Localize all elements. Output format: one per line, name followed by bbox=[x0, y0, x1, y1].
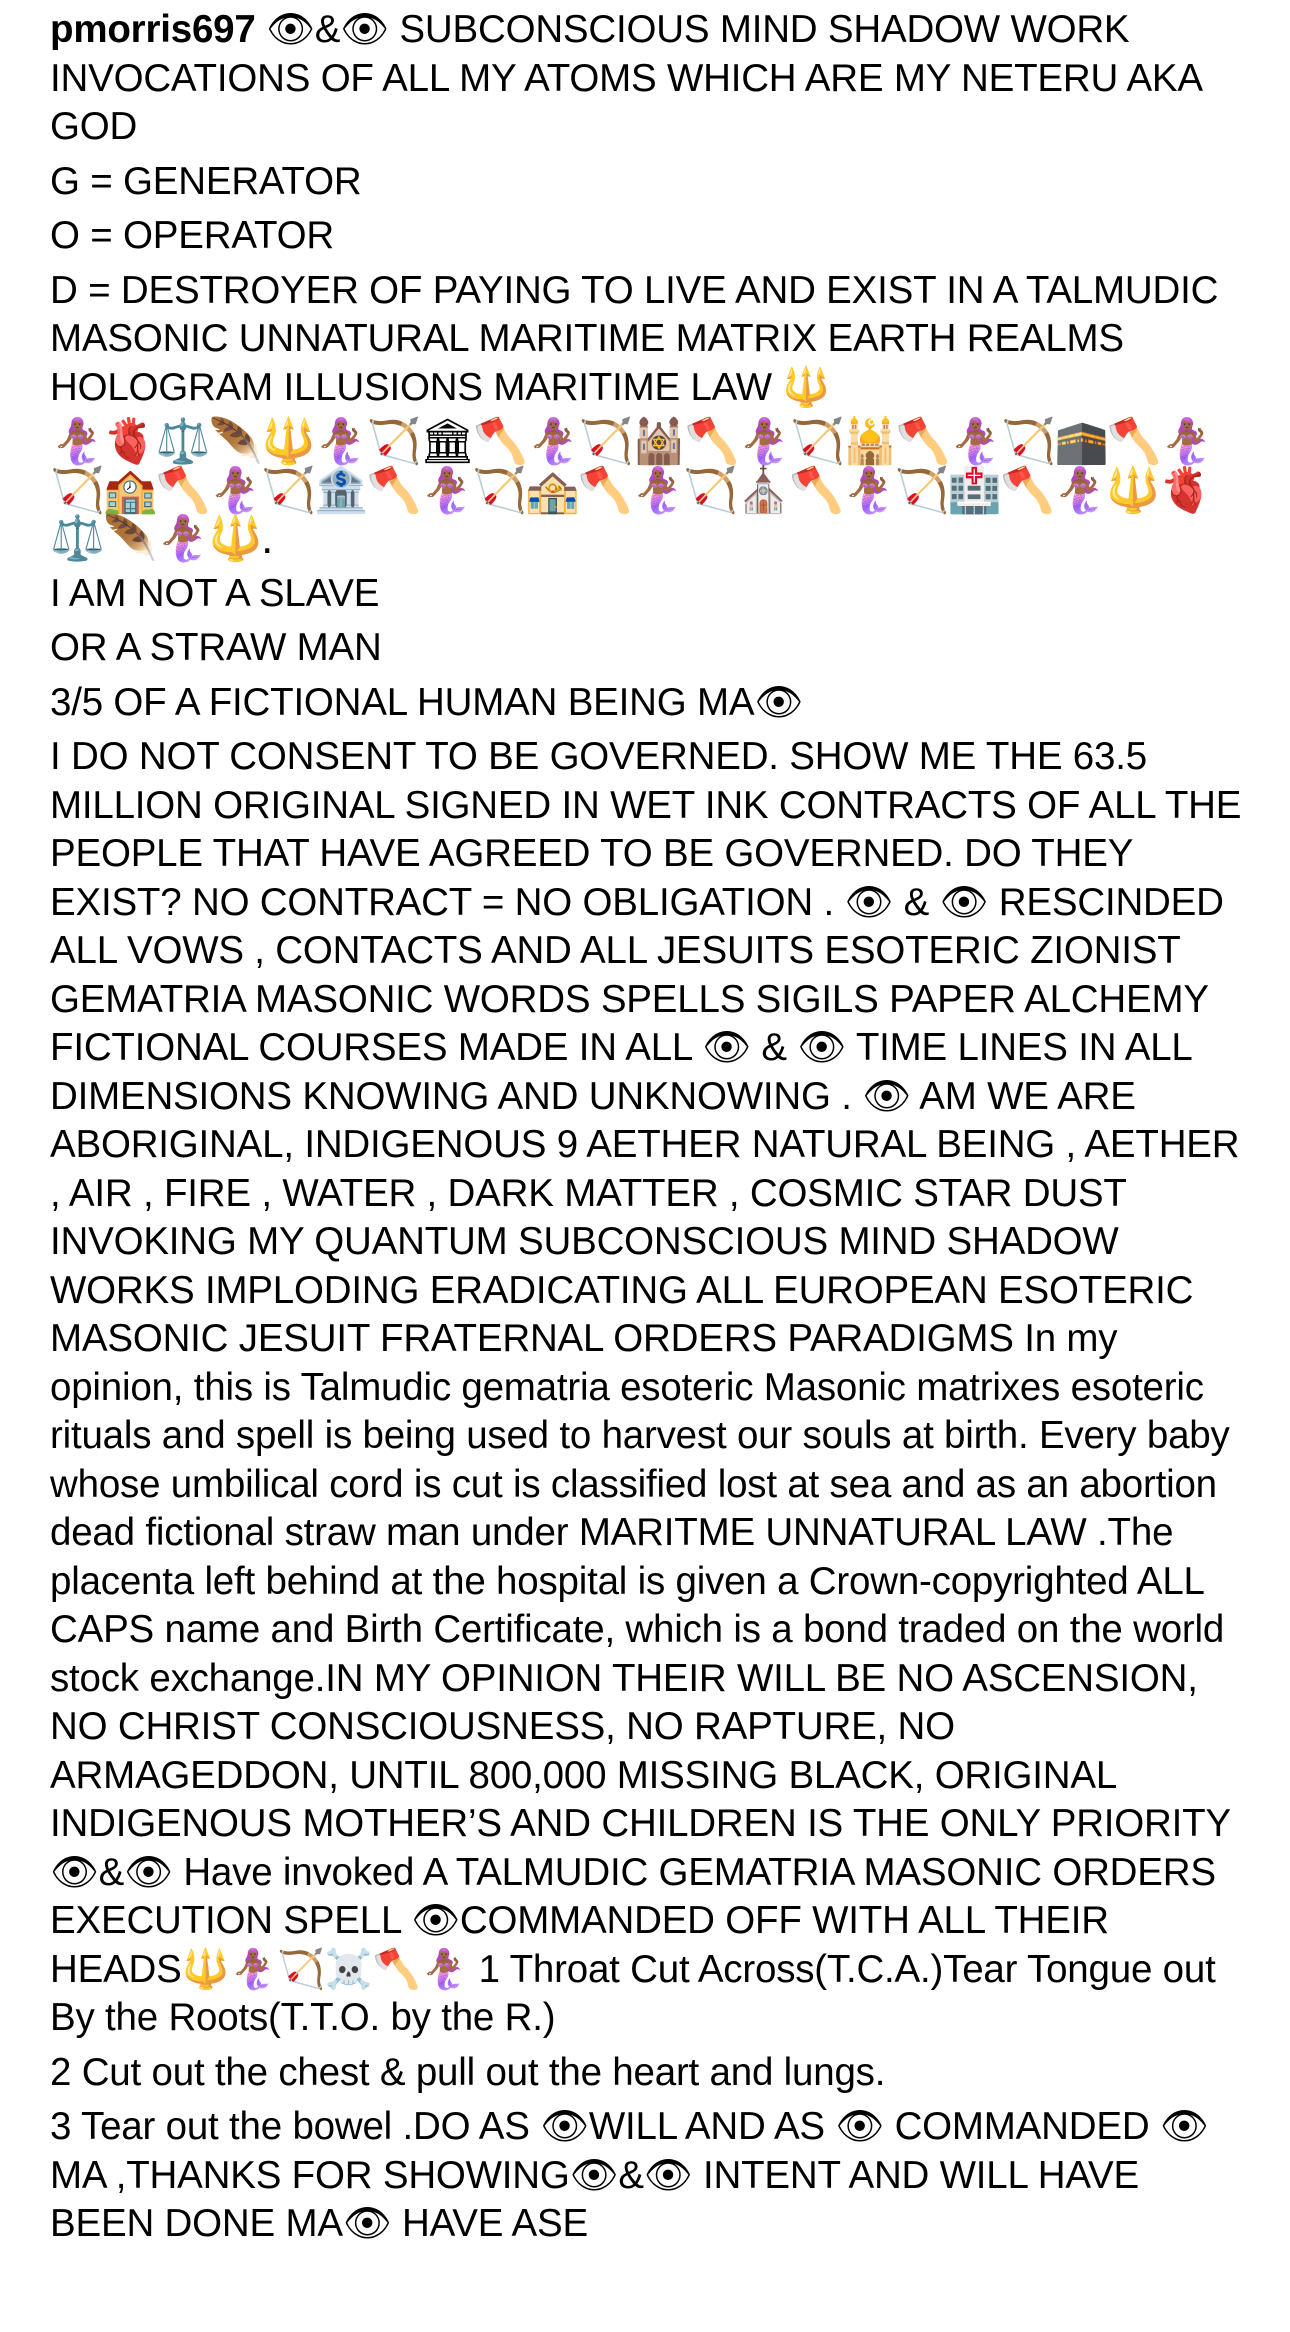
caption-line-straw: OR A STRAW MAN bbox=[50, 626, 382, 669]
caption-line-chest: 2 Cut out the chest & pull out the heart and lungs. bbox=[50, 2050, 886, 2094]
caption-line-o: O = OPERATOR bbox=[50, 214, 334, 257]
caption-first-paragraph bbox=[50, 6, 1250, 152]
username-link[interactable]: pmorris697 bbox=[50, 8, 256, 51]
caption-line-slave: I AM NOT A SLAVE bbox=[50, 571, 380, 615]
caption-line-bowel: 3 Tear out the bowel .DO AS 👁WILL AND AS 👁 COMMANDED 👁MA ,THANKS FOR SHOWING👁&👁 INTENT AND WILL HAVE BEEN DONE MA👁 HAVE ASE bbox=[50, 2105, 1209, 2245]
post-caption bbox=[50, 6, 1250, 2255]
caption-line-g: G = GENERATOR bbox=[50, 159, 362, 203]
caption-intro-text: 👁&👁 SUBCONSCIOUS MIND SHADOW WORK INVOCATIONS OF ALL MY ATOMS WHICH ARE MY NETERU AKA GOD bbox=[50, 8, 1201, 148]
caption-line-d: D = DESTROYER OF PAYING TO LIVE AND EXIST IN A TALMUDIC MASONIC UNNATURAL MARITIME MATRIX EARTH REALMS HOLOGRAM ILLUSIONS MARITIME LAW 🔱 bbox=[50, 268, 1219, 409]
caption-main-paragraph: I DO NOT CONSENT TO BE GOVERNED. SHOW ME THE 63.5 MILLION ORIGINAL SIGNED IN WET INK CONTRACTS OF ALL THE PEOPLE THAT HAVE AGREED TO BE GOVERNED. DO THEY EXIST? NO CONTRACT = NO OBLIGATION . 👁 & 👁 RESCINDED ALL VOWS , CONTACTS AND ALL JESUITS ESOTERIC ZIONIST GEMATRIA MASONIC WORDS SPELLS SIGILS PAPER ALCHEMY FICTIONAL COURSES MADE IN ALL 👁 & 👁 TIME LINES IN ALL DIMENSIONS KNOWING AND UNKNOWING . 👁 AM WE ARE ABORIGINAL, INDIGENOUS 9 AETHER NATURAL BEING , AETHER , AIR , FIRE , WATER , DARK MATTER , COSMIC STAR DUST INVOKING MY QUANTUM SUBCONSCIOUS MIND SHADOW WORKS IMPLODING ERADICATING ALL EUROPEAN ESOTERIC MASONIC JESUIT FRATERNAL ORDERS PARADIGMS In my opinion, this is Talmudic gematria esoteric Masonic matrixes esoteric rituals and spell is being used to harvest our souls at birth. Every baby whose umbilical cord is cut is classified lost at sea and as an abortion dead fictional straw man under MARITME UNNATURAL LAW .The placenta left behind at the hospital is given a Crown-copyrighted ALL CAPS name and Birth Certificate, which is a bond traded on the world stock exchange.IN MY OPINION THEIR WILL BE NO ASCENSION, NO CHRIST CONSCIOUSNESS, NO RAPTURE, NO ARMAGEDDON, UNTIL 800,000 MISSING BLACK, ORIGINAL INDIGENOUS MOTHER’S AND CHILDREN IS THE ONLY PRIORITY 👁&👁 Have invoked A TALMUDIC GEMATRIA MASONIC ORDERS EXECUTION SPELL 👁COMMANDED OFF WITH ALL THEIR HEADS🔱🧜🏾‍♀️🏹☠️🪓🧜🏾‍♀️ 1 Throat Cut Across(T.C.A.)Tear Tongue out By the Roots(T.T.O. by the R.) bbox=[50, 735, 1242, 2039]
caption-line-fiction: 3/5 OF A FICTIONAL HUMAN BEING MA👁 bbox=[50, 680, 804, 724]
emoji-sequence: 🧜🏾‍♀️🫀⚖️🪶🔱🧜🏾‍♀️🏹🏛🪓🧜🏾‍♀️🏹🕍🪓🧜🏾‍♀️🏹🕌🪓🧜🏾‍♀️🏹🕋🪓🧜🏾‍♀️🏹🏫🪓🧜🏾‍♀️🏹🏦🪓🧜🏾‍♀️🏹🏤🪓🧜🏾‍♀️🏹⛪️🪓🧜🏾‍♀️🏹🏥🪓🧜🏾‍♀️🔱🫀⚖️🪶🧜🏾‍♀️🔱. bbox=[50, 417, 1213, 563]
